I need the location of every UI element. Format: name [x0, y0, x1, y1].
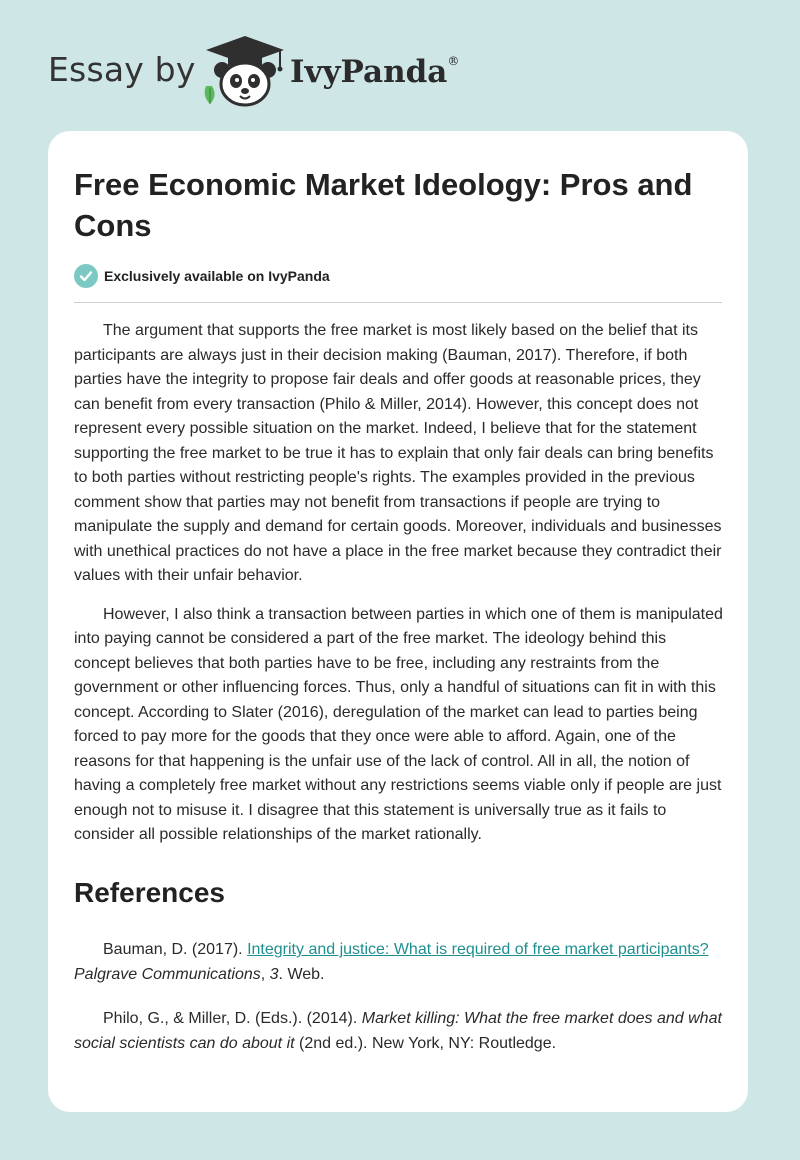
references-list [74, 937, 726, 1075]
paragraph: The argument that supports the free market is most likely based on the belief that its participants are always just in their decision making (Bauman, 2017). Therefore, if both parties have the integrity to propose fair deals and offer goods at reasonable prices, they can benefit from every transaction (Philo & Miller, 2014). However, this concept does not represent every possible situation on the market. Indeed, I believe that for the statement supporting the free market to be true it has to explain that only fair deals can bring benefits to both parties without restricting people's rights. The examples provided in the previous comment show that parties may not benefit from transactions if people are trying to manipulate the supply and demand for certain goods. Moreover, individuals and businesses with unethical practices do not have a place in the free market because they contradict their values with their unfair behavior. [74, 322, 722, 584]
paragraph: However, I also think a transaction between parties in which one of them is manipulated into paying cannot be considered a part of the free market. The ideology behind this concept believes that both parties have to be free, including any restraints from the government or other influencing forces. Thus, only a handful of situations can fit in with this concept. According to Slater (2016), deregulation of the market can lead to parties being forced to pay more for the goods that they once were able to afford. Again, one of the reasons for that happening is the unfair use of the lack of control. All in all, the notion of having a completely free market without any restrictions seems viable only if people are just enough not to misuse it. I disagree that this statement is universally true as it fails to consider all possible relationships of the market rationally. [74, 605, 723, 843]
site-header [0, 0, 800, 128]
reference-item [74, 937, 726, 987]
registered-mark: ® [447, 53, 460, 68]
reference-journal: Palgrave Communications [74, 966, 261, 983]
divider [74, 302, 722, 303]
reference-mid: , [260, 966, 270, 983]
reference-book-title: Market killing: What the free market does and what social scientists can do about it [74, 1010, 722, 1052]
reference-link[interactable]: Integrity and justice: What is required of free market participants? [247, 941, 709, 958]
essay-by-label: Essay by [48, 50, 196, 89]
reference-suffix: (2nd ed.). New York, NY: Routledge. [294, 1035, 557, 1052]
references-heading: References [74, 877, 225, 908]
reference-item [74, 1006, 726, 1056]
brand-name[interactable] [290, 54, 459, 90]
exclusive-badge [74, 264, 330, 288]
brand-text: IvyPanda [290, 54, 448, 90]
check-circle-icon [74, 264, 98, 288]
exclusive-label: Exclusively available on IvyPanda [104, 268, 330, 284]
essay-body [74, 319, 726, 862]
reference-volume: 3 [269, 966, 279, 983]
reference-prefix: Bauman, D. (2017). [103, 941, 248, 958]
reference-suffix: . Web. [278, 966, 325, 983]
essay-card [48, 131, 748, 1112]
page-title: Free Economic Market Ideology: Pros and Cons [74, 167, 693, 243]
reference-prefix: Philo, G., & Miller, D. (Eds.). (2014). [103, 1010, 362, 1027]
panda-logo-icon[interactable] [200, 34, 290, 108]
